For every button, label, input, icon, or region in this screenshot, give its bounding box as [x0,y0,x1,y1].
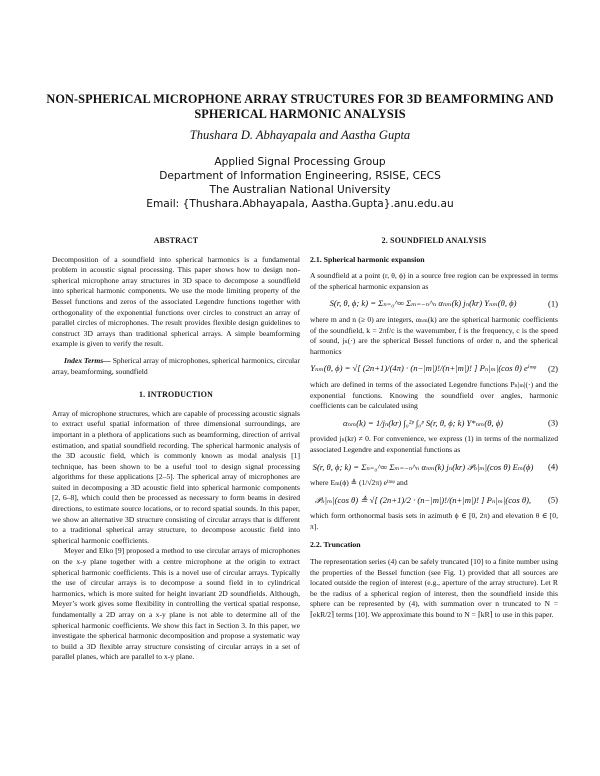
affiliation-block [40,155,560,211]
right-column [310,236,558,621]
equation-4-number: (4) [547,461,558,472]
index-terms-label: Index Terms— [64,355,111,365]
paper-title: NON-SPHERICAL MICROPHONE ARRAY STRUCTURES FOR 3D BEAMFORMING AND SPHERICAL HARMONIC ANALYSIS [46,92,554,121]
intro-paragraph-1: Array of microphone structures, which are capable of processing acoustic signals to extract useful spatial information of three dimensional surroundings, are important in a plethora of applications such as beamforming, direction of arrival estimation, and spatial soundfield recording. The spherical harmonic analysis of the 3D acoustic field, which is commonly known as modal analysis [1] technique, has been shown to be a useful tool to design signal processing algorithms for these applications [2–5]. The spherical array of microphones are suited in decomposing a 3D acoustic field into spherical harmonic components [2, 6–8], which could then be processed as necessary to form beams in desired directions, to estimate source locations, or to record spatial sounds. In this paper, we show an alternative 3D structure consisting of circular arrays that is different to a traditional spherical array structure, to decompose acoustic field into spherical harmonic coefficients. [52,408,300,545]
soundfield-paragraph-6: which form orthonormal basis sets in azimuth ϕ ∈ [0, 2π) and elevation θ ∈ [0, π]. [310,511,558,531]
subsection-heading-2-2: 2.2. Truncation [310,540,361,550]
introduction-heading: 1. INTRODUCTION [138,390,214,400]
equation-1-number: (1) [547,298,558,309]
equation-5 [310,495,558,506]
equation-3-body: αₙₘ(k) = 1/jₙ(kr) ∫₀²ᵖ ∫₀ᵖ S(r, θ, ϕ; k) Y*ₙₘ(θ, ϕ) [342,417,504,428]
abstract-heading: ABSTRACT [153,236,199,245]
subsection-heading-2-1: 2.1. Spherical harmonic expansion [310,254,425,264]
abstract-text: Decomposition of a soundfield into spherical harmonics is a fundamental problem in acoustic signal processing. This paper shows how to design non-spherical microphone array structures in 3D space to decompose a soundfield into spherical harmonic components. We use the mode limiting property of the Bessel functions and zeros of the associated Legendre functions together with orthogonality of the exponential functions over circles to construct an array of parallel circles of microphones. The result provides flexible design guidelines to construct 3D arrays than traditional spherical arrays. A simple beamforming example is given to verify the result. [52,254,300,349]
equation-4 [310,462,558,473]
equation-2 [310,363,558,374]
soundfield-paragraph-1: A soundfield at a point (r, θ, ϕ) in a source free region can be expressed in terms of the spherical harmonic expansion as [310,271,558,291]
affiliation-university: The Australian National University [209,184,391,196]
equation-1-body: S(r, θ, ϕ; k) = Σₙ₌₀^∞ Σₘ₌₋ₙ^ₙ αₙₘ(k) jₙ(kr) Yₙₘ(θ, ϕ) [329,298,517,309]
truncation-paragraph: The representation series (4) can be safely truncated [10] to a finite number using the properties of the Bessel function (see Fig. 1) provided that all sources are located outside the region of interest (e.g., aperture of the array structure). Let R be the radius of a spherical region of interest, then the soundfield inside this sphere can be represented by (4), with summation over n truncated to N = ⌈ekR/2⌉ terms [10]. We approximate this bound to N = ⌈kR⌉ to use in this paper. [310,557,558,620]
soundfield-paragraph-5: where Eₘ(ϕ) ≜ (1/√2π) eⁱᵐᵠ and [310,478,408,488]
soundfield-paragraph-2: where m and n (≥ 0) are integers, αₙₘ(k) are the spherical harmonic coefficients of the soundfield, k = 2πf/c is the wavenumber, f is the frequency, c is the speed of sound, jₙ(·) are the spherical Bessel functions of order n, and the spherical harmonics [310,314,558,356]
intro-paragraph-2: Meyer and Elko [9] proposed a method to use circular arrays of microphones on the x-y plane together with a centre microphone at the origin to extract spherical harmonic coefficients. This is a novel use of circular arrays. Typically the use of circular arrays is to decompose a sound field in to cylindrical harmonics, which is more suited for height invariant 2D soundfields. Although, Meyer’s work gives some flexibility in controlling the vertical spatial response, fundamentally a 2D array on a x-y plane is not able to determine all of the spherical harmonic coefficients. We show this fact in Section 3. In this paper, we investigate the spherical harmonic decomposition and propose a systematic way to build a 3D flexible array structure consisting of circular arrays in a set of parallel planes, which are parallel to x-y plane. [52,546,300,662]
equation-3 [310,418,558,429]
equation-5-number: (5) [547,494,558,505]
equation-3-number: (3) [547,417,558,428]
equation-1 [310,298,558,309]
equation-4-body: S(r, θ, ϕ; k) = Σₙ₌₀^∞ Σₘ₌₋ₙ^ₙ αₙₘ(k) jₙ(kr) 𝒫ₙ|ₘ|(cos θ) Eₘ(ϕ) [312,461,534,472]
equation-5-body: 𝒫ₙ|ₘ|(cos θ) ≜ √[ (2n+1)/2 · (n−|m|)!/(n+|m|)! ] Pₙ|ₘ|(cos θ), [314,494,532,505]
affiliation-dept: Department of Information Engineering, RSISE, CECS [159,170,441,182]
paper-authors: Thushara D. Abhayapala and Aastha Gupta [189,128,411,142]
affiliation-email: Email: {Thushara.Abhayapala, Aastha.Gupta}.anu.edu.au [146,198,454,210]
affiliation-group: Applied Signal Processing Group [214,156,386,168]
index-terms-text: Spherical array of microphones, spherical harmonics, circular array, beamforming, soundfield [52,355,300,376]
equation-2-number: (2) [547,363,558,374]
equation-2-body: Yₙₘ(θ, ϕ) = √[ (2n+1)/(4π) · (n−|m|)!/(n+|m|)! ] Pₙ|ₘ|(cos θ) eⁱᵐᵠ [310,363,536,374]
soundfield-paragraph-3: which are defined in terms of the associated Legendre functions Pₙ|ₘ|(·) and the exponential functions. Knowing the soundfield over angles, harmonic coefficients can be calculated using [310,379,558,411]
soundfield-paragraph-4: provided jₙ(kr) ≠ 0. For convenience, we express (1) in terms of the normalized associated Legendre and exponential functions as [310,434,558,454]
soundfield-heading: 2. SOUNDFIELD ANALYSIS [381,236,487,245]
left-column [52,236,300,663]
index-terms [52,356,300,377]
